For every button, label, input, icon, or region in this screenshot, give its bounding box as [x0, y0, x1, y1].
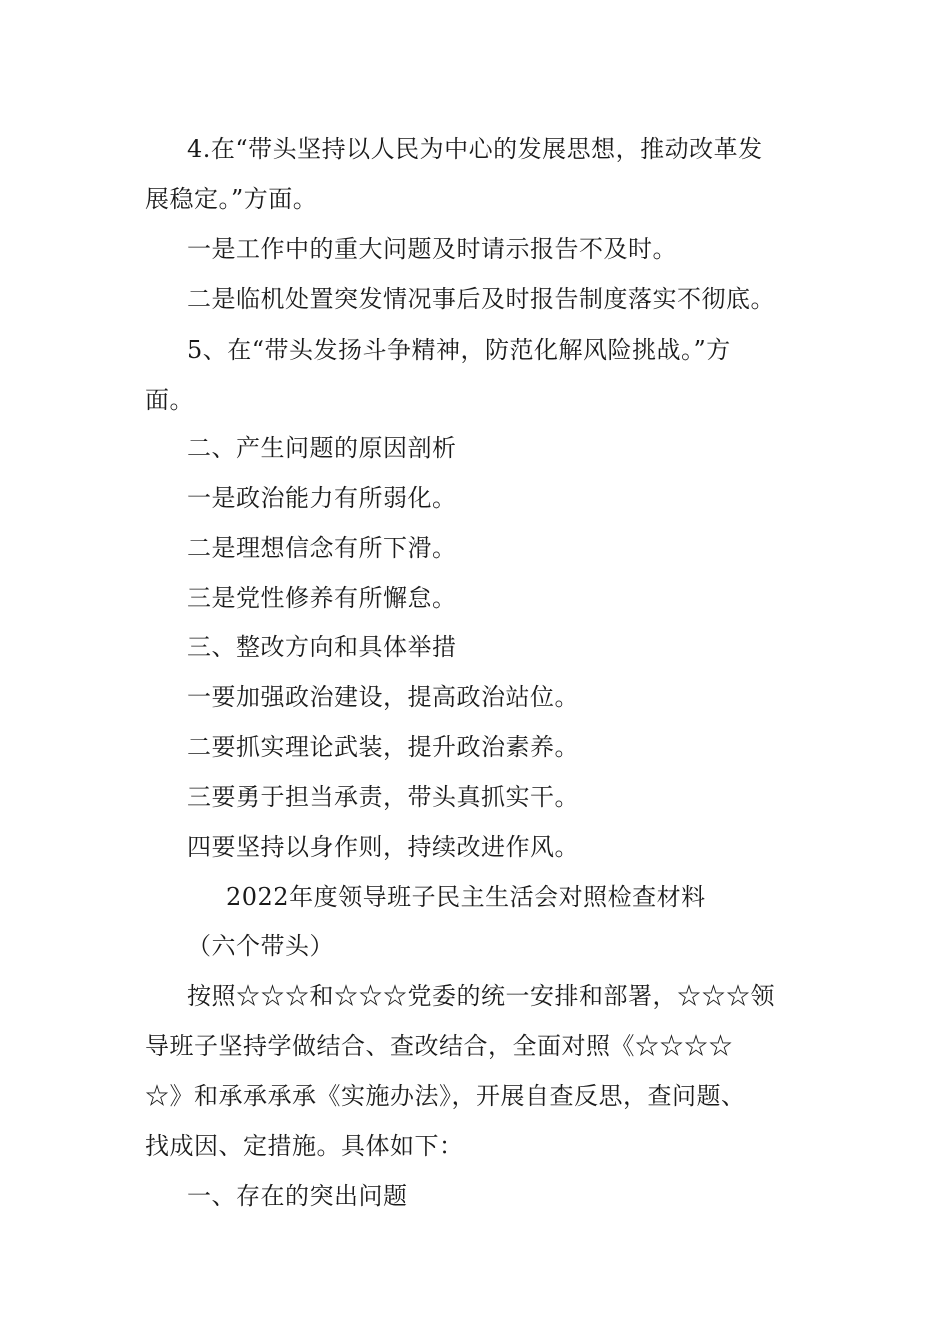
- paragraph-line: 一是工作中的重大问题及时请示报告不及时。: [187, 235, 677, 263]
- paragraph-line: 一是政治能力有所弱化。: [187, 484, 457, 512]
- document-title: 2022年度领导班子民主生活会对照检查材料: [226, 883, 706, 911]
- paragraph-line: 二是临机处置突发情况事后及时报告制度落实不彻底。: [187, 285, 775, 313]
- section-heading: 二、产生问题的原因剖析: [187, 434, 457, 462]
- paragraph-line: 展稳定。”方面。: [145, 185, 318, 213]
- section-heading: 一、存在的突出问题: [187, 1182, 408, 1210]
- paragraph-line: 四要坚持以身作则，持续改进作风。: [187, 833, 579, 861]
- paragraph-line: 面。: [145, 386, 194, 414]
- document-subtitle: （六个带头）: [187, 932, 334, 960]
- paragraph-line: 5、在“带头发扬斗争精神，防范化解风险挑战。”方: [187, 336, 731, 364]
- section-heading: 三、整改方向和具体举措: [187, 633, 457, 661]
- paragraph-line: 三要勇于担当承责，带头真抓实干。: [187, 783, 579, 811]
- paragraph-line: ☆》和承承承承《实施办法》，开展自查反思，查问题、: [145, 1082, 746, 1110]
- paragraph-line: 找成因、定措施。具体如下：: [145, 1132, 464, 1160]
- paragraph-line: 二要抓实理论武装，提升政治素养。: [187, 733, 579, 761]
- paragraph-line: 三是党性修养有所懈怠。: [187, 584, 457, 612]
- paragraph-line: 4.在“带头坚持以人民为中心的发展思想，推动改革发: [187, 135, 763, 163]
- paragraph-line: 一要加强政治建设，提高政治站位。: [187, 683, 579, 711]
- paragraph-line: 二是理想信念有所下滑。: [187, 534, 457, 562]
- paragraph-line: 导班子坚持学做结合、查改结合，全面对照《☆☆☆☆: [145, 1032, 733, 1060]
- paragraph-line: 按照☆☆☆和☆☆☆党委的统一安排和部署，☆☆☆领: [187, 982, 775, 1010]
